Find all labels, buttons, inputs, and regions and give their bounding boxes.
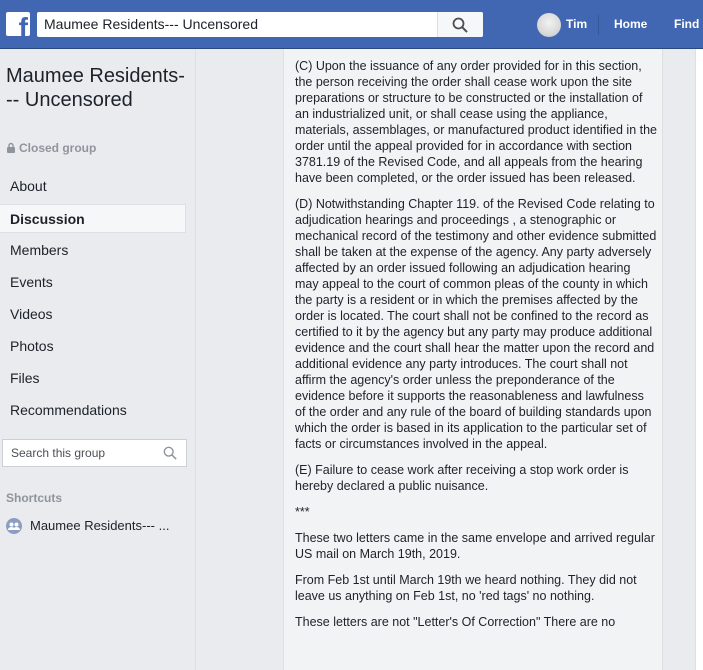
global-search-value: Maumee Residents--- Uncensored <box>44 16 258 32</box>
lock-icon <box>6 142 16 153</box>
search-icon <box>452 17 468 33</box>
post-paragraph: (C) Upon the issuance of any order provided for in this section, the person receiving the order shall cease work upon the site preparations or structure to be constructed or the installation of an industrialized unit, or shall cease using the appliance, materials, assemblages, or manufactured product identified in the order until the appeal provided for in accordance with section 3781.19 of the Revised Code, and all appeals from the hearing have been completed, or the order issued has been released. <box>295 59 657 185</box>
shortcut-label: Maumee Residents--- ... <box>30 518 170 533</box>
sidebar-item-discussion[interactable]: Discussion <box>0 204 186 233</box>
profile-avatar[interactable] <box>537 13 561 37</box>
nav-divider <box>598 15 599 35</box>
right-column <box>695 49 703 670</box>
post-paragraph: *** <box>295 505 310 519</box>
profile-name-link[interactable]: Tim <box>566 17 588 31</box>
sidebar-item-recommendations[interactable]: Recommendations <box>10 402 127 418</box>
sidebar-item-members[interactable]: Members <box>10 242 69 258</box>
shortcut-item[interactable] <box>6 516 192 536</box>
privacy-label: Closed group <box>19 141 97 155</box>
post-paragraph: These two letters came in the same envelope and arrived regular US mail on March 19th, 2019. <box>295 531 655 561</box>
post-card <box>283 49 663 670</box>
shortcuts-header: Shortcuts <box>6 491 63 505</box>
search-button[interactable] <box>437 12 483 37</box>
sidebar-item-about[interactable]: About <box>10 178 47 194</box>
post-paragraph: (E) Failure to cease work after receiving a stop work order is hereby declared a public nuisance. <box>295 463 629 493</box>
group-search-input[interactable] <box>2 439 187 467</box>
sidebar-item-videos[interactable]: Videos <box>10 306 53 322</box>
global-search-input[interactable] <box>37 12 483 37</box>
facebook-logo-icon[interactable]: f <box>6 12 30 36</box>
search-icon[interactable] <box>163 446 177 460</box>
home-link[interactable]: Home <box>614 17 648 31</box>
group-search-placeholder: Search this group <box>11 446 106 460</box>
sidebar-item-files[interactable]: Files <box>10 370 40 386</box>
post-body <box>295 58 657 640</box>
group-icon <box>6 518 22 534</box>
group-feed <box>197 49 703 670</box>
group-title[interactable]: Maumee Residents--- Uncensored <box>6 65 185 111</box>
post-paragraph: These letters are not "Letter's Of Correction" There are no <box>295 615 616 629</box>
sidebar-item-photos[interactable]: Photos <box>10 338 54 354</box>
top-navigation-bar <box>0 0 703 49</box>
sidebar-item-events[interactable]: Events <box>10 274 53 290</box>
post-paragraph: (D) Notwithstanding Chapter 119. of the Revised Code relating to adjudication hearings and proceedings , a stenographic or mechanical record of the testimony and other evidence submitted shall be taken at the expense of the agency. Any party adversely affected by an order issued following an adjudication hearing may appeal to the court of common pleas of the county in which the party is a resident or in which the premises affected by the order is located. The court shall not be confined to the record as certified to it by the agency but any party may produce additional evidence and the court shall hear the matter upon the record and additional evidence any party introduces. The court shall not affirm the agency's order unless the preponderance of the evidence before it supports the reasonableness and lawfulness of the order and any rule of the board of building standards upon which the order is based in its application to the particular set of facts or circumstances involved in the appeal. <box>295 197 657 451</box>
post-paragraph: From Feb 1st until March 19th we heard nothing. They did not leave us anything on Feb 1st, no 'red tags' no nothing. <box>295 573 637 603</box>
group-sidebar <box>0 49 196 670</box>
group-privacy <box>6 141 96 155</box>
find-friends-link[interactable]: Find <box>674 17 700 31</box>
